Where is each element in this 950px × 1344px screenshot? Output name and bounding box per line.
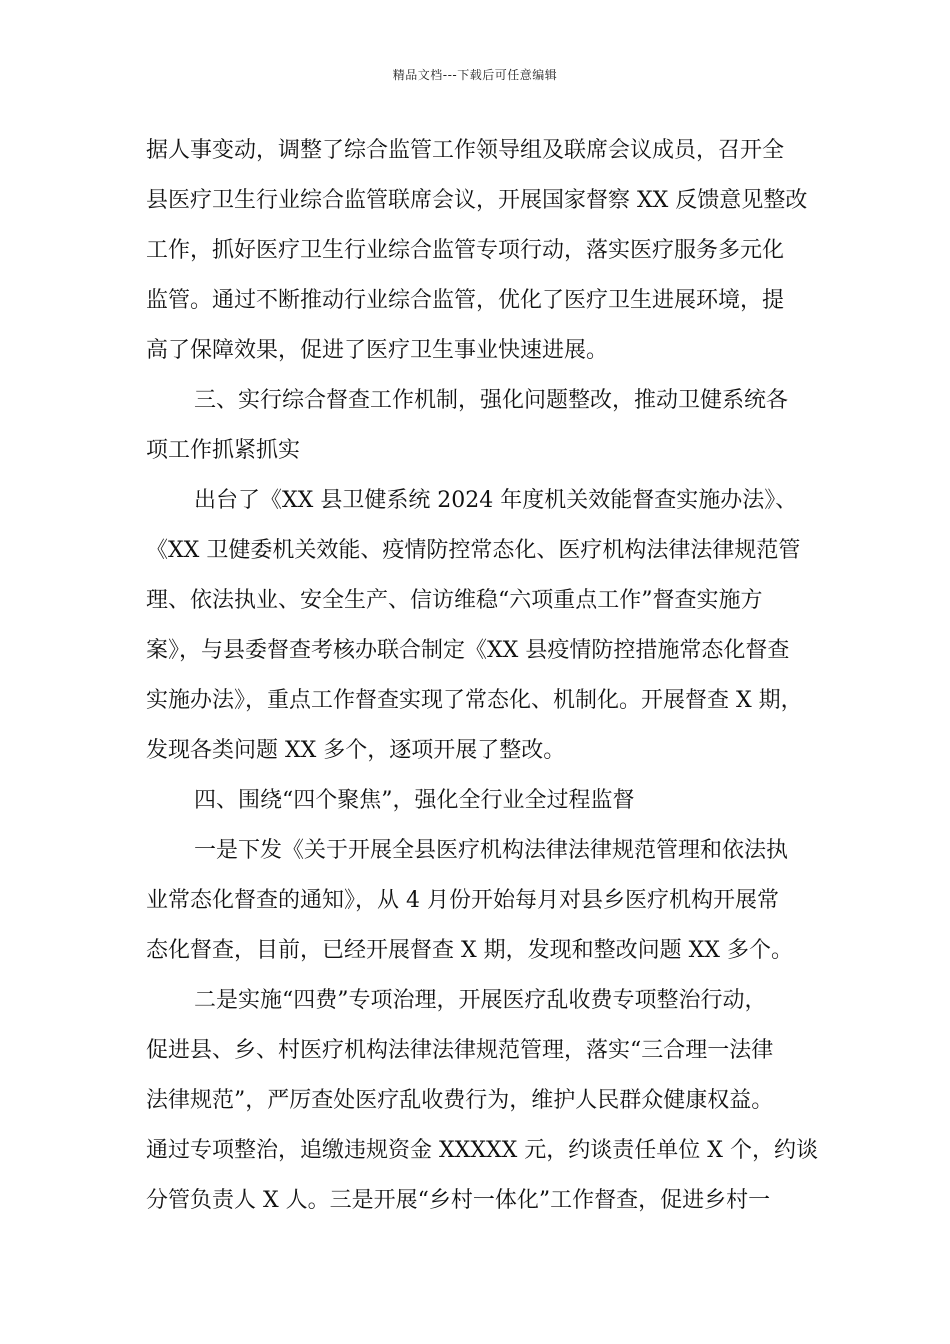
body-line: 促进县、乡、村医疗机构法律法律规范管理，落实“三合理一法律 [146, 1038, 774, 1063]
section-heading: 三、实行综合督查工作机制，强化问题整改，推动卫健系统各 [194, 388, 789, 413]
body-line: 实施办法》，重点工作督查实现了常态化、机制化。开展督查 X 期， [146, 688, 803, 713]
body-line: 二是实施“四费”专项治理，开展医疗乱收费专项整治行动， [194, 988, 767, 1013]
body-line: 态化督查，目前，已经开展督查 X 期，发现和整改问题 XX 多个。 [146, 938, 793, 963]
body-line: 《XX 卫健委机关效能、疫情防控常态化、医疗机构法律法律规范管 [146, 538, 801, 563]
body-line: 案》，与县委督查考核办联合制定《XX 县疫情防控措施常态化督查 [146, 638, 790, 663]
body-line: 高了保障效果，促进了医疗卫生事业快速进展。 [146, 338, 609, 363]
section-heading: 四、围绕“四个聚焦”，强化全行业全过程监督 [194, 788, 635, 813]
body-line: 法律规范”，严厉查处医疗乱收费行为，维护人民群众健康权益。 [146, 1088, 774, 1113]
body-line: 通过专项整治，追缴违规资金 XXXXX 元，约谈责任单位 X 个，约谈 [146, 1138, 818, 1163]
body-line: 分管负责人 X 人。三是开展“乡村一体化”工作督查，促进乡村一 [146, 1188, 771, 1213]
section-heading-cont: 项工作抓紧抓实 [146, 438, 301, 463]
body-line: 理、依法执业、安全生产、信访维稳“六项重点工作”督查实施方 [146, 588, 763, 613]
body-line: 发现各类问题 XX 多个，逐项开展了整改。 [146, 738, 566, 763]
body-line: 一是下发《关于开展全县医疗机构法律法律规范管理和依法执 [194, 838, 789, 863]
body-line: 工作，抓好医疗卫生行业综合监管专项行动，落实医疗服务多元化 [146, 238, 785, 263]
body-line: 业常态化督查的通知》，从 4 月份开始每月对县乡医疗机构开展常 [146, 888, 779, 913]
body-line: 监管。通过不断推动行业综合监管，优化了医疗卫生进展环境，提 [146, 288, 785, 313]
body-line: 出台了《XX 县卫健系统 2024 年度机关效能督查实施办法》、 [194, 488, 798, 513]
page-header: 精品文档---下载后可任意编辑 [392, 68, 558, 82]
body-line: 县医疗卫生行业综合监管联席会议，开展国家督察 XX 反馈意见整改 [146, 188, 808, 213]
body-line: 据人事变动，调整了综合监管工作领导组及联席会议成员，召开全 [146, 138, 785, 163]
